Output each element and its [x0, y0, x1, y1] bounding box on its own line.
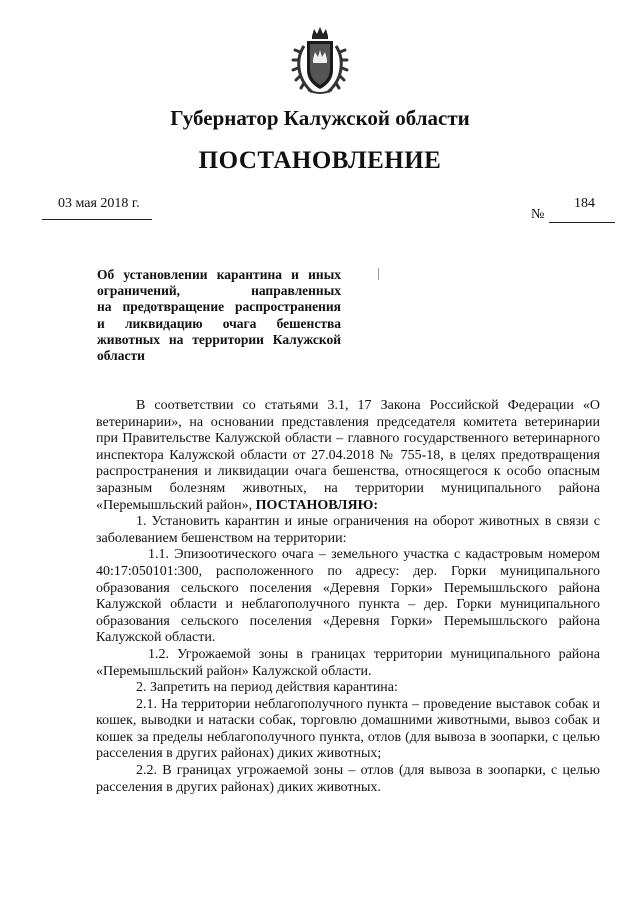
subject-line: и ликвидацию очага бешенства: [97, 315, 341, 331]
subject-line: Об установлении карантина и иных: [97, 267, 341, 282]
subject-line: ограничений, направленных: [97, 283, 341, 299]
coat-of-arms-emblem: [290, 26, 350, 98]
document-date: 03 мая 2018 г.: [58, 196, 140, 211]
preamble-text: В соответствии со статьями 3.1, 17 Закона Российской Федерации «О ветеринарии», на основании представления председателя комитета ветеринарии при Правительстве Калужской области – главного государственного ветеринарного инспектора Калужской области от 27.04.2018 № 755-18, в целях предотвращения распространения и ликвидации очага бешенства, относящегося к особо опасным заразным болезням животных, на территории муниципального района «Перемышльский район»,: [96, 398, 600, 513]
clause-1-1: 1.1. Эпизоотического очага – земельного участка с кадастровым номером 40:17:050101:300, расположенного по адресу: дер. Горки муниципального образования сельского поселения «Деревня Горки» Перемышльского района Калужской области и неблагополучного пункта – дер. Горки муниципального образования сельского поселения «Деревня Горки» Перемышльского района Калужской области.: [96, 547, 600, 646]
number-sign: №: [531, 207, 545, 222]
number-underline: [549, 222, 615, 223]
clause-2-2: 2.2. В границах угрожаемой зоны – отлов (для вывоза в зоопарки, с целью расселения в других районах) диких животных.: [96, 763, 600, 795]
subject-line: области: [97, 348, 145, 364]
document-subject: [97, 267, 341, 364]
corner-mark: [378, 268, 379, 280]
subject-line: на предотвращение распространения: [97, 299, 341, 315]
document-type-heading: ПОСТАНОВЛЕНИЕ: [198, 147, 442, 174]
issuer-title: Губернатор Калужской области: [170, 106, 470, 130]
decree-keyword: ПОСТАНОВЛЯЮ:: [255, 497, 379, 513]
preamble-paragraph: [96, 398, 600, 514]
subject-line: животных на территории Калужской: [97, 331, 341, 347]
clause-1: 1. Установить карантин и иные ограничения на оборот животных в связи с заболеванием бешенством на территории:: [96, 514, 600, 546]
clause-2: 2. Запретить на период действия карантина:: [136, 680, 398, 696]
date-underline: [42, 219, 152, 220]
document-number: 184: [574, 196, 595, 211]
clause-2-1: 2.1. На территории неблагополучного пункта – проведение выставок собак и кошек, выводки и натаски собак, торговлю домашними животными, вывоз собак и кошек за пределы неблагополучного пункта, отлов (для вывоза в зоопарки, с целью расселения в других районах) диких животных;: [96, 696, 600, 762]
document-body: [96, 398, 600, 796]
clause-1-2: 1.2. Угрожаемой зоны в границах территории муниципального района «Перемышльский район» Калужской области.: [96, 646, 600, 679]
